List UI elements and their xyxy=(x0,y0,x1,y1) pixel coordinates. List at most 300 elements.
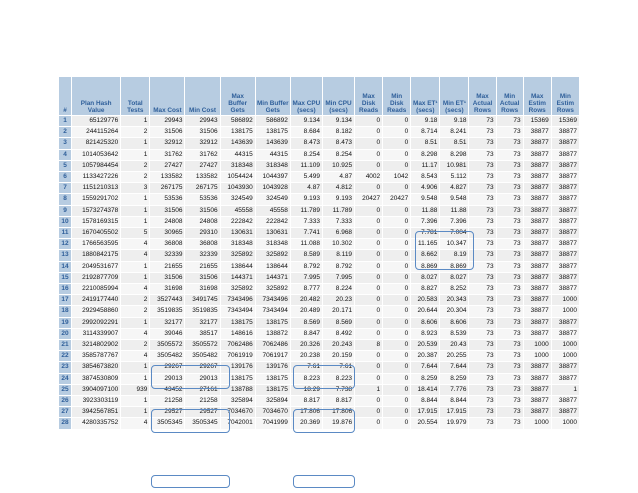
table-cell: 8.606 xyxy=(411,318,439,328)
highlight-cpu-row-28 xyxy=(293,475,355,488)
table-row xyxy=(59,329,579,339)
table-cell: 21258 xyxy=(150,396,184,406)
table-cell: 38877 xyxy=(524,374,551,384)
table-cell: 324549 xyxy=(221,194,255,204)
column-header[interactable]: Min CPU (secs) xyxy=(323,77,354,115)
table-cell: 36808 xyxy=(150,239,184,249)
table-cell: 1 xyxy=(121,116,149,126)
table-cell: 0 xyxy=(383,362,410,372)
table-cell: 6.968 xyxy=(323,228,354,238)
plan-hash-value: 3114339907 xyxy=(72,329,120,339)
table-cell: 38877 xyxy=(552,194,579,204)
table-cell: 73 xyxy=(469,407,495,417)
table-cell: 0 xyxy=(383,407,410,417)
table-row xyxy=(59,340,579,350)
table-cell: 8.254 xyxy=(323,150,354,160)
table-cell: 11.789 xyxy=(323,206,354,216)
table-cell: 31762 xyxy=(150,150,184,160)
table-cell: 325894 xyxy=(221,396,255,406)
table-cell: 11.88 xyxy=(440,206,468,216)
table-cell: 0 xyxy=(355,418,382,428)
table-cell: 7.61 xyxy=(323,362,354,372)
table-cell: 20.482 xyxy=(291,295,322,305)
table-cell: 38877 xyxy=(524,239,551,249)
table-cell: 73 xyxy=(497,396,523,406)
table-cell: 17.915 xyxy=(411,407,439,417)
plan-hash-value: 4280335752 xyxy=(72,418,120,428)
plan-hash-value: 1133427226 xyxy=(72,172,120,182)
table-row xyxy=(59,284,579,294)
column-header[interactable]: Min ET¹ (secs) xyxy=(440,77,468,115)
table-cell: 8.259 xyxy=(411,374,439,384)
table-cell: 38877 xyxy=(524,161,551,171)
table-cell: 0 xyxy=(383,161,410,171)
table-cell: 7.644 xyxy=(440,362,468,372)
table-cell: 7.738 xyxy=(323,385,354,395)
table-row xyxy=(59,407,579,417)
plan-hash-value: 2210085994 xyxy=(72,284,120,294)
table-cell: 8.589 xyxy=(291,250,322,260)
table-cell: 8.792 xyxy=(323,262,354,272)
table-cell: 7.333 xyxy=(291,217,322,227)
table-row xyxy=(59,396,579,406)
table-cell: 7042001 xyxy=(221,418,255,428)
table-cell: 8.51 xyxy=(440,138,468,148)
table-cell: 31506 xyxy=(185,273,219,283)
table-cell: 38877 xyxy=(524,306,551,316)
table-cell: 138872 xyxy=(256,329,290,339)
row-index: 12 xyxy=(59,239,71,249)
table-row xyxy=(59,418,579,428)
table-row xyxy=(59,127,579,137)
table-cell: 9.18 xyxy=(440,116,468,126)
table-cell: 138644 xyxy=(221,262,255,272)
table-cell: 38877 xyxy=(524,273,551,283)
table-cell: 0 xyxy=(355,318,382,328)
table-cell: 18.29 xyxy=(291,385,322,395)
table-cell: 44315 xyxy=(221,150,255,160)
table-cell: 27427 xyxy=(150,161,184,171)
table-cell: 8.241 xyxy=(440,127,468,137)
table-cell: 3505572 xyxy=(150,340,184,350)
table-cell: 73 xyxy=(469,262,495,272)
row-index: 25 xyxy=(59,385,71,395)
table-cell: 29013 xyxy=(150,374,184,384)
table-cell: 0 xyxy=(383,374,410,384)
table-cell: 8.027 xyxy=(411,273,439,283)
table-cell: 38877 xyxy=(552,250,579,260)
table-cell: 138175 xyxy=(256,385,290,395)
table-cell: 73 xyxy=(497,340,523,350)
table-cell: 73 xyxy=(497,194,523,204)
table-cell: 0 xyxy=(355,262,382,272)
plan-hash-value: 1766563595 xyxy=(72,239,120,249)
table-cell: 38877 xyxy=(524,206,551,216)
table-row xyxy=(59,217,579,227)
row-index: 15 xyxy=(59,273,71,283)
table-cell: 4.87 xyxy=(291,183,322,193)
table-row xyxy=(59,172,579,182)
table-cell: 4 xyxy=(121,329,149,339)
table-cell: 73 xyxy=(469,116,495,126)
table-cell: 73 xyxy=(469,273,495,283)
table-cell: 143639 xyxy=(256,138,290,148)
table-cell: 11.17 xyxy=(411,161,439,171)
table-cell: 7062486 xyxy=(221,340,255,350)
table-cell: 7.741 xyxy=(291,228,322,238)
table-cell: 73 xyxy=(497,374,523,384)
table-cell: 1043928 xyxy=(256,183,290,193)
table-cell: 29267 xyxy=(185,362,219,372)
table-cell: 73 xyxy=(497,385,523,395)
table-cell: 7343494 xyxy=(221,306,255,316)
table-cell: 73 xyxy=(497,273,523,283)
table-cell: 0 xyxy=(383,138,410,148)
column-header[interactable]: Min Buffer Gets xyxy=(256,77,290,115)
table-cell: 53536 xyxy=(150,194,184,204)
table-cell: 45558 xyxy=(256,206,290,216)
table-cell: 4 xyxy=(121,250,149,260)
table-cell: 20.255 xyxy=(440,351,468,361)
plan-hash-value: 1014053642 xyxy=(72,150,120,160)
plan-hash-value: 2049531677 xyxy=(72,262,120,272)
table-cell: 586892 xyxy=(221,116,255,126)
table-cell: 2 xyxy=(121,161,149,171)
plan-hash-value: 1559291702 xyxy=(72,194,120,204)
table-cell: 0 xyxy=(383,329,410,339)
table-cell: 8.119 xyxy=(323,250,354,260)
table-cell: 7343496 xyxy=(221,295,255,305)
table-cell: 73 xyxy=(469,161,495,171)
table-cell: 138175 xyxy=(221,127,255,137)
table-cell: 0 xyxy=(383,217,410,227)
table-cell: 325894 xyxy=(256,396,290,406)
table-cell: 32339 xyxy=(150,250,184,260)
table-cell: 0 xyxy=(355,407,382,417)
table-cell: 1054424 xyxy=(221,172,255,182)
table-cell: 32177 xyxy=(150,318,184,328)
table-cell: 38877 xyxy=(524,318,551,328)
row-index: 1 xyxy=(59,116,71,126)
table-cell: 29943 xyxy=(185,116,219,126)
table-cell: 10.925 xyxy=(323,161,354,171)
table-cell: 5.112 xyxy=(440,172,468,182)
table-cell: 8.19 xyxy=(440,250,468,260)
table-row xyxy=(59,374,579,384)
table-cell: 9.193 xyxy=(291,194,322,204)
table-cell: 73 xyxy=(497,418,523,428)
table-cell: 3505572 xyxy=(185,340,219,350)
table-cell: 38877 xyxy=(552,273,579,283)
table-cell: 1000 xyxy=(524,418,551,428)
table-cell: 38877 xyxy=(524,396,551,406)
table-cell: 1 xyxy=(121,194,149,204)
table-cell: 30965 xyxy=(150,228,184,238)
column-header[interactable]: Max Cost xyxy=(150,77,184,115)
column-header[interactable]: Max ET¹ (secs) xyxy=(411,77,439,115)
column-header[interactable]: Max Actual Rows xyxy=(469,77,495,115)
table-cell: 130631 xyxy=(256,228,290,238)
table-cell: 222842 xyxy=(256,217,290,227)
table-cell: 15369 xyxy=(524,116,551,126)
table-cell: 139176 xyxy=(256,362,290,372)
table-cell: 73 xyxy=(497,351,523,361)
row-index: 28 xyxy=(59,418,71,428)
table-cell: 0 xyxy=(383,150,410,160)
column-header[interactable]: # xyxy=(59,77,71,115)
table-cell: 1 xyxy=(121,407,149,417)
table-cell: 31506 xyxy=(185,127,219,137)
table-cell: 73 xyxy=(469,385,495,395)
table-cell: 8.539 xyxy=(440,329,468,339)
plan-hash-value: 1151210313 xyxy=(72,183,120,193)
table-cell: 0 xyxy=(355,183,382,193)
table-cell: 73 xyxy=(497,262,523,272)
table-cell: 3 xyxy=(121,183,149,193)
table-cell: 1 xyxy=(121,206,149,216)
table-cell: 8.827 xyxy=(411,284,439,294)
row-index: 10 xyxy=(59,217,71,227)
table-cell: 8.569 xyxy=(291,318,322,328)
table-cell: 7061917 xyxy=(256,351,290,361)
table-cell: 11.165 xyxy=(411,239,439,249)
row-index: 11 xyxy=(59,228,71,238)
table-cell: 20.539 xyxy=(411,340,439,350)
table-row xyxy=(59,194,579,204)
table-cell: 20427 xyxy=(355,194,382,204)
table-cell: 267175 xyxy=(185,183,219,193)
table-cell: 17.806 xyxy=(291,407,322,417)
table-cell: 0 xyxy=(383,273,410,283)
table-cell: 0 xyxy=(355,329,382,339)
table-cell: 325892 xyxy=(221,250,255,260)
table-cell: 8.223 xyxy=(291,374,322,384)
table-cell: 38877 xyxy=(552,228,579,238)
plan-hash-value: 3854673820 xyxy=(72,362,120,372)
column-header[interactable]: Total Tests xyxy=(121,77,149,115)
table-row xyxy=(59,318,579,328)
table-cell: 7.333 xyxy=(323,217,354,227)
table-cell: 38877 xyxy=(552,239,579,249)
table-cell: 38877 xyxy=(524,385,551,395)
plan-hash-value: 3942567851 xyxy=(72,407,120,417)
table-cell: 138644 xyxy=(256,262,290,272)
table-row xyxy=(59,150,579,160)
table-cell: 8.923 xyxy=(411,329,439,339)
table-cell: 38877 xyxy=(524,329,551,339)
table-cell: 10.981 xyxy=(440,161,468,171)
table-cell: 73 xyxy=(469,228,495,238)
table-cell: 1 xyxy=(121,262,149,272)
table-cell: 38877 xyxy=(552,362,579,372)
table-cell: 38877 xyxy=(524,217,551,227)
table-row xyxy=(59,138,579,148)
table-cell: 4 xyxy=(121,284,149,294)
row-index: 27 xyxy=(59,407,71,417)
table-cell: 27427 xyxy=(185,161,219,171)
table-cell: 8.684 xyxy=(291,127,322,137)
table-cell: 0 xyxy=(383,284,410,294)
table-cell: 11.109 xyxy=(291,161,322,171)
table-cell: 20.159 xyxy=(323,351,354,361)
table-cell: 0 xyxy=(383,262,410,272)
table-cell: 3505482 xyxy=(150,351,184,361)
table-cell: 0 xyxy=(355,116,382,126)
table-cell: 0 xyxy=(383,306,410,316)
plan-hash-value: 1880842175 xyxy=(72,250,120,260)
table-cell: 38877 xyxy=(552,127,579,137)
table-cell: 2 xyxy=(121,295,149,305)
table-cell: 318348 xyxy=(256,239,290,249)
table-cell: 73 xyxy=(469,284,495,294)
table-cell: 0 xyxy=(355,306,382,316)
table-cell: 8.606 xyxy=(440,318,468,328)
table-cell: 29310 xyxy=(185,228,219,238)
table-cell: 0 xyxy=(355,161,382,171)
table-cell: 21655 xyxy=(150,262,184,272)
table-cell: 1000 xyxy=(552,295,579,305)
table-cell: 138175 xyxy=(256,374,290,384)
table-cell: 8.298 xyxy=(440,150,468,160)
table-cell: 73 xyxy=(497,161,523,171)
table-cell: 130631 xyxy=(221,228,255,238)
table-cell: 38877 xyxy=(524,150,551,160)
table-cell: 8.252 xyxy=(440,284,468,294)
table-cell: 8.844 xyxy=(411,396,439,406)
column-header[interactable]: Max Estim Rows xyxy=(524,77,551,115)
table-cell: 38877 xyxy=(552,138,579,148)
row-index: 22 xyxy=(59,351,71,361)
plan-hash-value: 2929458860 xyxy=(72,306,120,316)
table-cell: 38877 xyxy=(552,150,579,160)
column-header[interactable]: Plan Hash Value xyxy=(72,77,120,115)
table-cell: 73 xyxy=(469,217,495,227)
table-cell: 36808 xyxy=(185,239,219,249)
table-cell: 7.995 xyxy=(323,273,354,283)
plan-hash-value: 1057984454 xyxy=(72,161,120,171)
column-header[interactable]: Min Actual Rows xyxy=(497,77,523,115)
column-header[interactable]: Max Disk Reads xyxy=(355,77,382,115)
table-cell: 0 xyxy=(355,127,382,137)
table-cell: 325892 xyxy=(256,284,290,294)
table-cell: 31698 xyxy=(185,284,219,294)
table-cell: 38877 xyxy=(552,329,579,339)
table-cell: 8.182 xyxy=(323,127,354,137)
table-cell: 8.817 xyxy=(323,396,354,406)
table-cell: 73 xyxy=(469,183,495,193)
table-cell: 8.473 xyxy=(323,138,354,148)
table-cell: 2 xyxy=(121,306,149,316)
table-cell: 38877 xyxy=(552,374,579,384)
table-cell: 73 xyxy=(469,138,495,148)
table-cell: 0 xyxy=(355,150,382,160)
table-cell: 0 xyxy=(383,295,410,305)
table-cell: 38877 xyxy=(524,262,551,272)
table-cell: 73 xyxy=(469,206,495,216)
table-cell: 11.088 xyxy=(291,239,322,249)
table-cell: 24808 xyxy=(150,217,184,227)
table-cell: 1043930 xyxy=(221,183,255,193)
table-cell: 73 xyxy=(469,295,495,305)
table-cell: 0 xyxy=(383,385,410,395)
table-cell: 31506 xyxy=(150,206,184,216)
table-cell: 7.644 xyxy=(411,362,439,372)
table-cell: 38877 xyxy=(524,138,551,148)
table-cell: 31506 xyxy=(150,127,184,137)
table-cell: 32177 xyxy=(185,318,219,328)
table-cell: 1 xyxy=(552,385,579,395)
table-cell: 0 xyxy=(383,228,410,238)
table-cell: 73 xyxy=(497,362,523,372)
table-cell: 7.396 xyxy=(440,217,468,227)
table-cell: 73 xyxy=(497,295,523,305)
table-cell: 0 xyxy=(383,183,410,193)
column-header[interactable]: Min Cost xyxy=(185,77,219,115)
table-cell: 38877 xyxy=(524,183,551,193)
table-cell: 0 xyxy=(355,396,382,406)
table-cell: 8.259 xyxy=(440,374,468,384)
plan-hash-value: 821425320 xyxy=(72,138,120,148)
plan-hash-value: 2419177440 xyxy=(72,295,120,305)
table-cell: 8.492 xyxy=(323,329,354,339)
column-header[interactable]: Min Estim Rows xyxy=(552,77,579,115)
table-cell: 7343496 xyxy=(256,295,290,305)
table-cell: 38877 xyxy=(552,318,579,328)
table-cell: 1 xyxy=(121,396,149,406)
table-cell: 4 xyxy=(121,351,149,361)
table-cell: 38877 xyxy=(524,228,551,238)
plan-hash-value: 65129776 xyxy=(72,116,120,126)
table-cell: 11.789 xyxy=(291,206,322,216)
table-cell: 8.847 xyxy=(291,329,322,339)
table-cell: 38877 xyxy=(552,206,579,216)
table-cell: 38877 xyxy=(524,194,551,204)
table-cell: 0 xyxy=(383,116,410,126)
table-cell: 0 xyxy=(383,206,410,216)
table-cell: 20.326 xyxy=(291,340,322,350)
table-row xyxy=(59,206,579,216)
table-cell: 8.027 xyxy=(440,273,468,283)
table-cell: 1000 xyxy=(552,351,579,361)
table-cell: 4 xyxy=(121,418,149,428)
table-cell: 19.979 xyxy=(440,418,468,428)
table-cell: 21258 xyxy=(185,396,219,406)
table-cell: 8.792 xyxy=(291,262,322,272)
table-cell: 0 xyxy=(355,217,382,227)
table-cell: 0 xyxy=(355,228,382,238)
table-cell: 0 xyxy=(355,206,382,216)
table-cell: 267175 xyxy=(150,183,184,193)
column-header[interactable]: Max CPU (secs) xyxy=(291,77,322,115)
table-cell: 7034670 xyxy=(256,407,290,417)
table-cell: 73 xyxy=(469,329,495,339)
table-cell: 8.817 xyxy=(291,396,322,406)
table-cell: 73 xyxy=(497,138,523,148)
table-cell: 73 xyxy=(497,150,523,160)
column-header[interactable]: Min Disk Reads xyxy=(383,77,410,115)
table-cell: 73 xyxy=(497,239,523,249)
table-row xyxy=(59,295,579,305)
column-header[interactable]: Max Buffer Gets xyxy=(221,77,255,115)
plan-hash-value: 3874530809 xyxy=(72,374,120,384)
table-cell: 0 xyxy=(355,138,382,148)
table-cell: 73 xyxy=(497,329,523,339)
table-cell: 73 xyxy=(497,306,523,316)
table-cell: 1 xyxy=(121,138,149,148)
row-index: 21 xyxy=(59,340,71,350)
plan-hash-value: 1573274378 xyxy=(72,206,120,216)
table-cell: 1 xyxy=(121,374,149,384)
